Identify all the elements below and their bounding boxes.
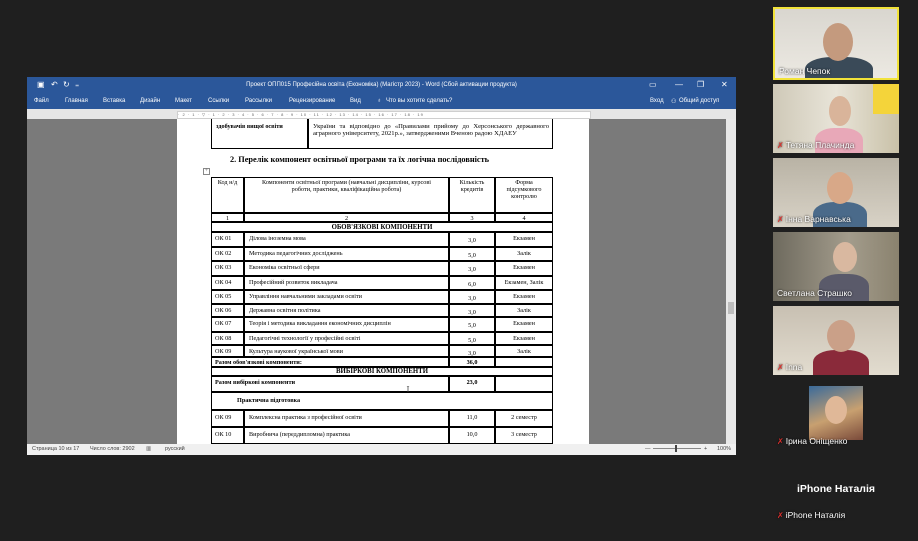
tell-me-box[interactable]: Что вы хотите сделать? xyxy=(386,98,453,104)
language[interactable]: русский xyxy=(165,446,185,452)
row-credits: 6,0 xyxy=(449,276,495,290)
share-icon: ⚇ xyxy=(671,99,677,105)
column-number: 1 xyxy=(211,213,244,222)
total-mandatory-label: Разом обов'язкові компоненти: xyxy=(211,357,449,367)
participant-name: Светлана Страшко xyxy=(777,288,853,298)
row-control: Екзамен xyxy=(495,261,553,276)
row-code: ОК 02 xyxy=(211,247,244,261)
participant-tile[interactable] xyxy=(773,232,899,301)
muted-mic-icon: ✗ xyxy=(777,141,784,150)
row-component-name: Професійний розвиток викладача xyxy=(244,276,449,290)
participant-tile[interactable] xyxy=(773,84,899,153)
participant-photo xyxy=(809,386,863,440)
document-area xyxy=(27,119,726,444)
minimize-icon[interactable]: — xyxy=(675,80,683,89)
total-elective-empty xyxy=(495,376,553,392)
row-credits: 3,0 xyxy=(449,345,495,357)
section-elective: ВИБІРКОВІ КОМПОНЕНТИ xyxy=(211,367,553,376)
row-control: Екзамен xyxy=(495,317,553,332)
title-bar xyxy=(27,77,736,94)
status-bar xyxy=(27,444,736,455)
muted-mic-icon: ✗ xyxy=(777,215,784,224)
row-credits: 3,0 xyxy=(449,261,495,276)
tab-layout[interactable]: Макет xyxy=(175,98,192,104)
muted-mic-icon: ✗ xyxy=(777,363,784,372)
vertical-scrollbar[interactable] xyxy=(726,119,736,444)
word-count[interactable]: Число слов: 2902 xyxy=(90,446,135,452)
person-head xyxy=(833,242,857,272)
header-control: Форма підсумкового контролю xyxy=(495,177,553,213)
practice-name: Комплексна практика з професійної освіти xyxy=(244,410,449,427)
participant-name: ✗ iPhone Наталія xyxy=(777,510,846,520)
ribbon-tabs xyxy=(27,94,736,109)
tab-home[interactable]: Главная xyxy=(65,98,88,104)
row-code: ОК 08 xyxy=(211,332,244,345)
word-window xyxy=(27,77,736,455)
close-icon[interactable]: ✕ xyxy=(721,80,728,89)
row-credits: 3,0 xyxy=(449,290,495,304)
page-counter[interactable]: Страница 10 из 17 xyxy=(32,446,80,452)
redo-icon[interactable]: ↻ xyxy=(63,80,70,89)
horizontal-ruler[interactable] xyxy=(27,109,736,119)
maximize-icon[interactable]: ❐ xyxy=(697,80,705,89)
row-component-name: Культура наукової української мови xyxy=(244,345,449,357)
tab-view[interactable]: Вид xyxy=(350,98,361,104)
row-credits: 5,0 xyxy=(449,247,495,261)
row-component-name: Теорія і методика викладання економічних дисциплін xyxy=(244,317,449,332)
row-code: ОК 04 xyxy=(211,276,244,290)
practice-credits: 10,0 xyxy=(449,427,495,444)
share-button[interactable]: Общий доступ xyxy=(679,98,720,104)
tab-mailings[interactable]: Рассылки xyxy=(245,98,272,104)
participant-display-name: iPhone Наталія xyxy=(796,483,876,495)
column-number: 2 xyxy=(244,213,449,222)
row-credits: 5,0 xyxy=(449,332,495,345)
column-number: 4 xyxy=(495,213,553,222)
participant-tile[interactable] xyxy=(773,7,899,80)
row-code: ОК 05 xyxy=(211,290,244,304)
participant-tile[interactable] xyxy=(773,380,899,449)
text-cursor-icon: Ｉ xyxy=(404,385,412,394)
practice-name: Виробнича (переддипломна) практика xyxy=(244,427,449,444)
section-mandatory: ОБОВ'ЯЗКОВІ КОМПОНЕНТИ xyxy=(211,222,553,232)
sign-in-link[interactable]: Вход xyxy=(650,98,664,104)
document-page[interactable] xyxy=(177,119,589,444)
admission-text-cell: України та відповідно до «Правилами прийому до Херсонського державного аграрного університету, 2021р.», затвердженими Вченою радою ХДАЕУ xyxy=(308,119,553,149)
row-credits: 3,0 xyxy=(449,232,495,247)
row-code: ОК 07 xyxy=(211,317,244,332)
undo-icon[interactable]: ↶ xyxy=(51,80,58,89)
total-mandatory-empty xyxy=(495,357,553,367)
header-credits: Кількість кредитів xyxy=(449,177,495,213)
person-silhouette xyxy=(813,350,869,375)
row-credits: 5,0 xyxy=(449,317,495,332)
practice-control: 3 семестр xyxy=(495,427,553,444)
muted-mic-icon: ✗ xyxy=(777,437,784,446)
tab-references[interactable]: Ссылки xyxy=(208,98,230,104)
practice-code: ОК 10 xyxy=(211,427,244,444)
proofing-icon[interactable]: ▥ xyxy=(146,446,152,452)
muted-mic-icon: ✗ xyxy=(777,511,784,520)
save-icon[interactable]: ▣ xyxy=(37,80,45,89)
participant-tile[interactable] xyxy=(773,158,899,227)
zoom-out-icon[interactable]: — xyxy=(645,446,651,452)
row-control: Залік xyxy=(495,345,553,357)
zoom-slider[interactable] xyxy=(653,448,701,449)
row-code: ОК 09 xyxy=(211,345,244,357)
participant-name: ✗ Тетяна Плачинда xyxy=(777,140,855,150)
row-control: Екзамен xyxy=(495,332,553,345)
total-elective-value: 23,0 xyxy=(449,376,495,392)
practice-label: Практична підготовка xyxy=(211,392,553,410)
person-head xyxy=(829,96,851,126)
zoom-in-icon[interactable]: + xyxy=(704,446,708,452)
row-control: Залік xyxy=(495,247,553,261)
person-head xyxy=(825,396,847,424)
row-control: Екзамен xyxy=(495,290,553,304)
row-component-name: Педагогічні технології у професійні освіті xyxy=(244,332,449,345)
tab-file[interactable]: Файл xyxy=(34,98,49,104)
ruler-scale: · 2 · 1 · ▽ · 1 · 2 · 3 · 4 · 5 · 6 · 7 · 8 · 9 · 10 · 11 · 12 · 13 · 14 · 15 · 16 · 17 · 18 · 19 xyxy=(177,111,591,119)
person-head xyxy=(827,320,855,352)
tab-review[interactable]: Рецензирование xyxy=(289,98,336,104)
person-head xyxy=(823,23,853,61)
row-control: Екзамен xyxy=(495,232,553,247)
tab-insert[interactable]: Вставка xyxy=(103,98,126,104)
participant-name: ✗ Інна Варнавська xyxy=(777,214,851,224)
lightbulb-icon: ♁ xyxy=(377,98,382,104)
row-component-name: Державна освітня політика xyxy=(244,304,449,317)
zoom-slider-thumb[interactable] xyxy=(675,445,677,452)
flag-decoration xyxy=(873,84,899,114)
row-component-name: Методика педагогічних досліджень xyxy=(244,247,449,261)
header-component: Компоненти освітньої програми (навчальні дисципліни, курсові роботи, практики, кваліфікаційна робота) xyxy=(244,177,449,213)
row-component-name: Ділова іноземна мова xyxy=(244,232,449,247)
person-head xyxy=(827,172,853,204)
total-elective-label: Разом вибіркові компоненти xyxy=(211,376,449,392)
scroll-thumb[interactable] xyxy=(728,302,734,314)
zoom-level[interactable]: 100% xyxy=(717,446,732,452)
participant-name: ✗ Ірина Оніщенко xyxy=(777,436,848,446)
customize-quick-access-icon[interactable]: ₌ xyxy=(75,80,80,89)
tab-design[interactable]: Дизайн xyxy=(140,98,161,104)
practice-code: ОК 09 xyxy=(211,410,244,427)
row-code: ОК 03 xyxy=(211,261,244,276)
table-move-handle-icon[interactable]: + xyxy=(204,168,209,174)
ribbon-display-icon[interactable]: ▭ xyxy=(649,80,657,89)
row-control: Залік xyxy=(495,304,553,317)
total-mandatory-value: 36,0 xyxy=(449,357,495,367)
section-heading: 2. Перелік компонент освітньої програми та їх логічна послідовність xyxy=(230,155,490,164)
row-code: ОК 01 xyxy=(211,232,244,247)
document-title: Проект ОПП015 Професійна освіта (Економіка) (Магістр 2023) - Word (Сбой активации продукта) xyxy=(246,82,517,88)
row-component-name: Управління навчальними закладами освіти xyxy=(244,290,449,304)
participant-tile[interactable] xyxy=(773,306,899,375)
participant-name: ✗ Inna xyxy=(777,362,803,372)
practice-control: 2 семестр xyxy=(495,410,553,427)
admission-label-cell: здобувачів вищої освіти xyxy=(211,119,308,149)
row-credits: 3,0 xyxy=(449,304,495,317)
row-component-name: Економіка освітньої сфери xyxy=(244,261,449,276)
participant-tile[interactable] xyxy=(773,454,899,523)
participant-name: Роман Чепок xyxy=(779,66,831,76)
row-code: ОК 06 xyxy=(211,304,244,317)
column-number: 3 xyxy=(449,213,495,222)
header-code: Код н/д xyxy=(211,177,244,213)
practice-credits: 11,0 xyxy=(449,410,495,427)
row-control: Екзамен, Залік xyxy=(495,276,553,290)
